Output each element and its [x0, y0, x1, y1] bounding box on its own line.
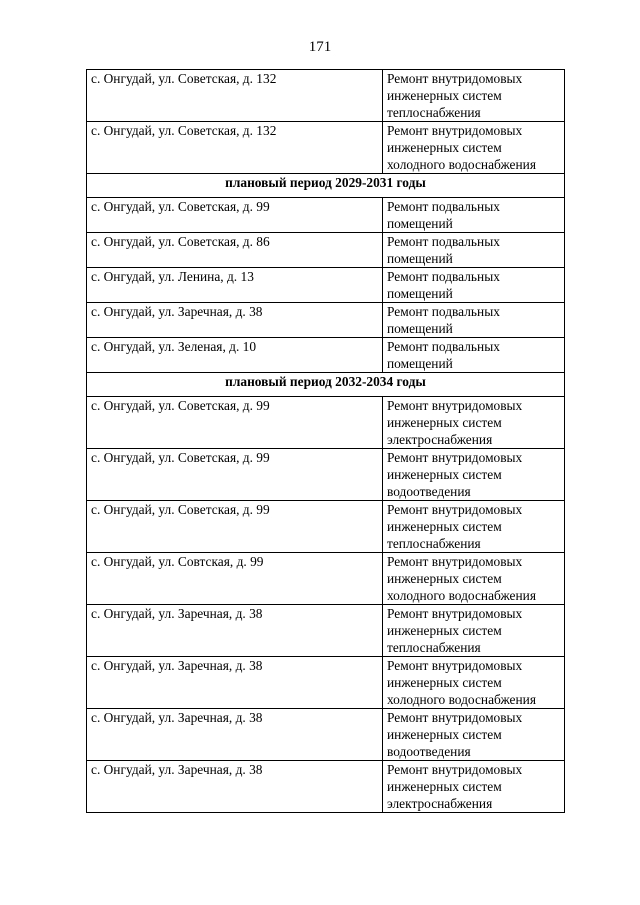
address-cell: с. Онгудай, ул. Зеленая, д. 10 [87, 338, 383, 373]
work-text-line: инженерных систем [387, 571, 502, 586]
work-text-line: инженерных систем [387, 88, 502, 103]
work-cell [383, 761, 565, 813]
table-row [87, 122, 565, 174]
work-text-line: Ремонт внутридомовых [387, 554, 523, 569]
work-text-line: Ремонт внутридомовых [387, 71, 523, 86]
page-number: 171 [308, 39, 332, 55]
work-text-line: помещений [387, 321, 453, 336]
work-text-line: инженерных систем [387, 779, 502, 794]
work-cell [383, 657, 565, 709]
work-cell [383, 397, 565, 449]
address-cell: с. Онгудай, ул. Советская, д. 99 [87, 198, 383, 233]
table-row [87, 70, 565, 122]
work-cell [383, 122, 565, 174]
works-table-body [87, 70, 565, 813]
table-row [87, 501, 565, 553]
address-cell: с. Онгудай, ул. Заречная, д. 38 [87, 605, 383, 657]
work-text-line: инженерных систем [387, 140, 502, 155]
table-row [87, 268, 565, 303]
work-text-line: электроснабжения [387, 432, 493, 447]
work-cell [383, 501, 565, 553]
address-cell: с. Онгудай, ул. Заречная, д. 38 [87, 657, 383, 709]
work-text-line: Ремонт внутридомовых [387, 762, 523, 777]
works-table [86, 69, 565, 813]
work-text-line: холодного водоснабжения [387, 588, 536, 603]
work-text-line: инженерных систем [387, 519, 502, 534]
work-text-line: водоотведения [387, 744, 471, 759]
work-text-line: инженерных систем [387, 727, 502, 742]
work-text-line: помещений [387, 286, 453, 301]
work-text-line: Ремонт внутридомовых [387, 502, 523, 517]
section-title: плановый период 2029-2031 годы [87, 174, 565, 198]
work-text-line: Ремонт внутридомовых [387, 710, 523, 725]
table-row [87, 761, 565, 813]
table-row [87, 397, 565, 449]
work-text-line: теплоснабжения [387, 640, 481, 655]
work-text-line: Ремонт подвальных [387, 234, 500, 249]
work-text-line: Ремонт подвальных [387, 339, 500, 354]
address-cell: с. Онгудай, ул. Заречная, д. 38 [87, 761, 383, 813]
work-text-line: холодного водоснабжения [387, 157, 536, 172]
work-text-line: водоотведения [387, 484, 471, 499]
section-header-row [87, 373, 565, 397]
section-header-row [87, 174, 565, 198]
work-text-line: Ремонт подвальных [387, 199, 500, 214]
table-row [87, 709, 565, 761]
address-cell: с. Онгудай, ул. Ленина, д. 13 [87, 268, 383, 303]
address-cell: с. Онгудай, ул. Заречная, д. 38 [87, 303, 383, 338]
work-text-line: помещений [387, 216, 453, 231]
work-text-line: теплоснабжения [387, 536, 481, 551]
address-cell: с. Онгудай, ул. Советская, д. 86 [87, 233, 383, 268]
work-text-line: холодного водоснабжения [387, 692, 536, 707]
work-text-line: инженерных систем [387, 467, 502, 482]
work-cell [383, 605, 565, 657]
work-text-line: Ремонт внутридомовых [387, 658, 523, 673]
address-cell: с. Онгудай, ул. Советская, д. 132 [87, 70, 383, 122]
work-text-line: Ремонт внутридомовых [387, 123, 523, 138]
table-row [87, 553, 565, 605]
work-cell [383, 233, 565, 268]
work-text-line: инженерных систем [387, 415, 502, 430]
work-text-line: Ремонт внутридомовых [387, 450, 523, 465]
work-cell [383, 553, 565, 605]
work-text-line: Ремонт подвальных [387, 269, 500, 284]
work-text-line: Ремонт внутридомовых [387, 606, 523, 621]
work-cell [383, 449, 565, 501]
address-cell: с. Онгудай, ул. Советская, д. 99 [87, 501, 383, 553]
work-cell [383, 303, 565, 338]
address-cell: с. Онгудай, ул. Заречная, д. 38 [87, 709, 383, 761]
work-cell [383, 70, 565, 122]
address-cell: с. Онгудай, ул. Совтская, д. 99 [87, 553, 383, 605]
table-row [87, 233, 565, 268]
table-row [87, 303, 565, 338]
table-row [87, 198, 565, 233]
table-row [87, 657, 565, 709]
work-text-line: теплоснабжения [387, 105, 481, 120]
table-row [87, 605, 565, 657]
section-title: плановый период 2032-2034 годы [87, 373, 565, 397]
work-text-line: помещений [387, 251, 453, 266]
work-cell [383, 198, 565, 233]
table-row [87, 449, 565, 501]
work-text-line: инженерных систем [387, 623, 502, 638]
work-cell [383, 268, 565, 303]
table-row [87, 338, 565, 373]
work-text-line: Ремонт внутридомовых [387, 398, 523, 413]
work-text-line: электроснабжения [387, 796, 493, 811]
address-cell: с. Онгудай, ул. Советская, д. 99 [87, 449, 383, 501]
work-text-line: Ремонт подвальных [387, 304, 500, 319]
work-cell [383, 338, 565, 373]
work-text-line: инженерных систем [387, 675, 502, 690]
work-cell [383, 709, 565, 761]
address-cell: с. Онгудай, ул. Советская, д. 99 [87, 397, 383, 449]
work-text-line: помещений [387, 356, 453, 371]
address-cell: с. Онгудай, ул. Советская, д. 132 [87, 122, 383, 174]
